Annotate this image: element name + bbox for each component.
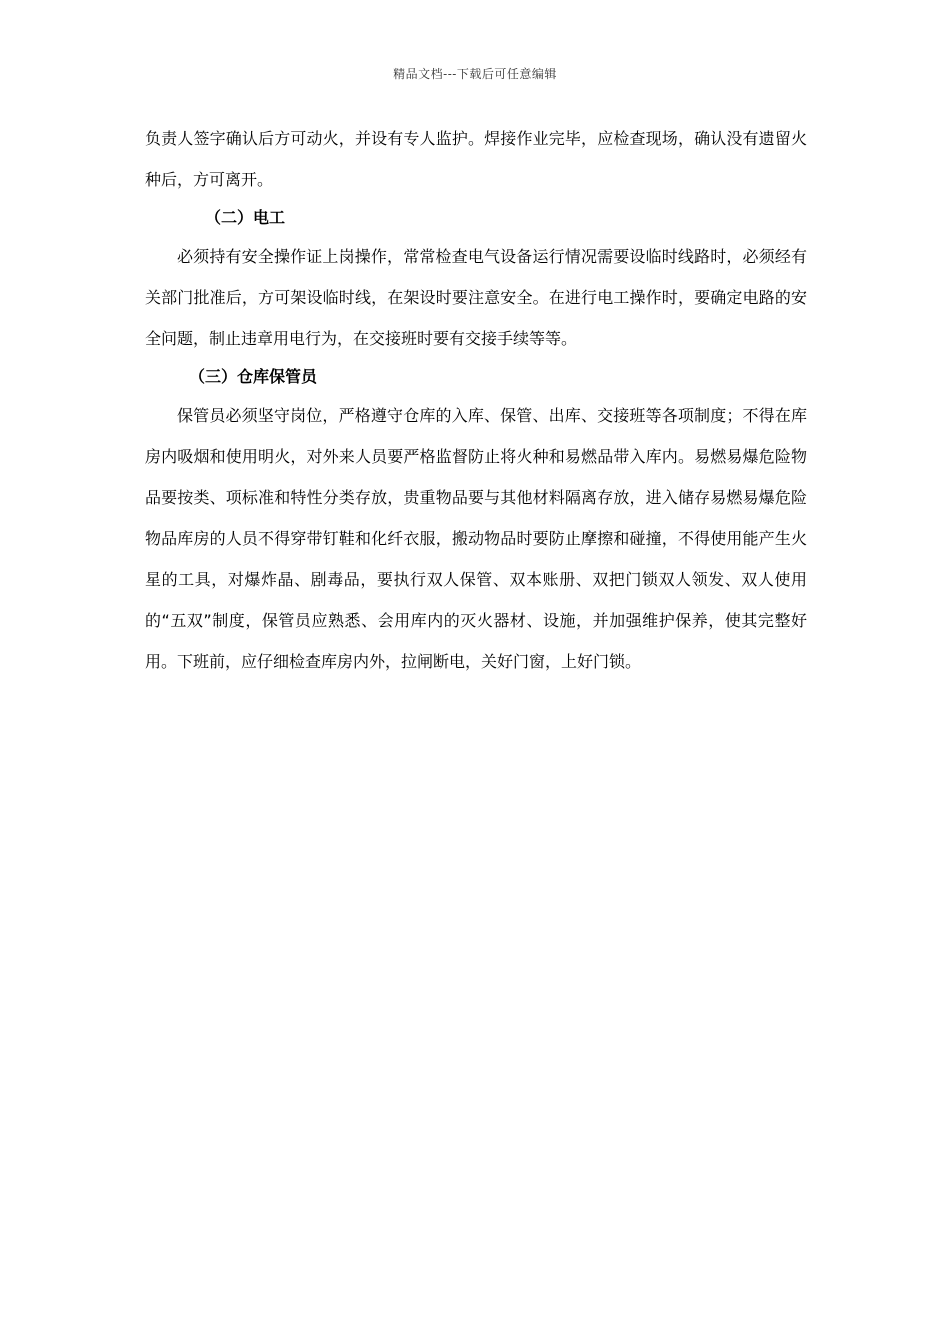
section-heading-electrician: （二）电工 xyxy=(205,208,286,227)
warehouse-keeper-paragraph: 保管员必须坚守岗位，严格遵守仓库的入库、保管、出库、交接班等各项制度；不得在库房内吸烟和使用明火，对外来人员要严格监督防止将火种和易燃品带入库内。易燃易爆危险物品要按类、项标准和特性分类存放，贵重物品要与其他材料隔离存放，进入储存易燃易爆危险物品库房的人员不得穿带钉鞋和化纤衣服，搬动物品时要防止摩擦和碰撞，不得使用能产生火星的工具，对爆炸晶、剧毒品，要执行双人保管、双本账册、双把门锁双人领发、双人使用的“五双”制度，保管员应熟悉、会用库内的灭火器材、设施，并加强维护保养，使其完整好用。下班前，应仔细检查库房内外，拉闸断电，关好门窗，上好门锁。 xyxy=(145,406,807,671)
page-header: 精品文档---下载后可任意编辑 xyxy=(393,67,557,81)
electrician-paragraph: 必须持有安全操作证上岗操作，常常检查电气设备运行情况需要设临时线路时，必须经有关部门批准后，方可架设临时线，在架设时要注意安全。在进行电工操作时，要确定电路的安全问题，制止违章用电行为，在交接班时要有交接手续等等。 xyxy=(145,247,807,348)
intro-paragraph: 负责人签字确认后方可动火，并设有专人监护。焊接作业完毕，应检查现场，确认没有遗留火种后，方可离开。 xyxy=(145,129,807,189)
section-heading-warehouse-keeper: （三）仓库保管员 xyxy=(189,367,318,386)
document-body xyxy=(145,118,807,682)
